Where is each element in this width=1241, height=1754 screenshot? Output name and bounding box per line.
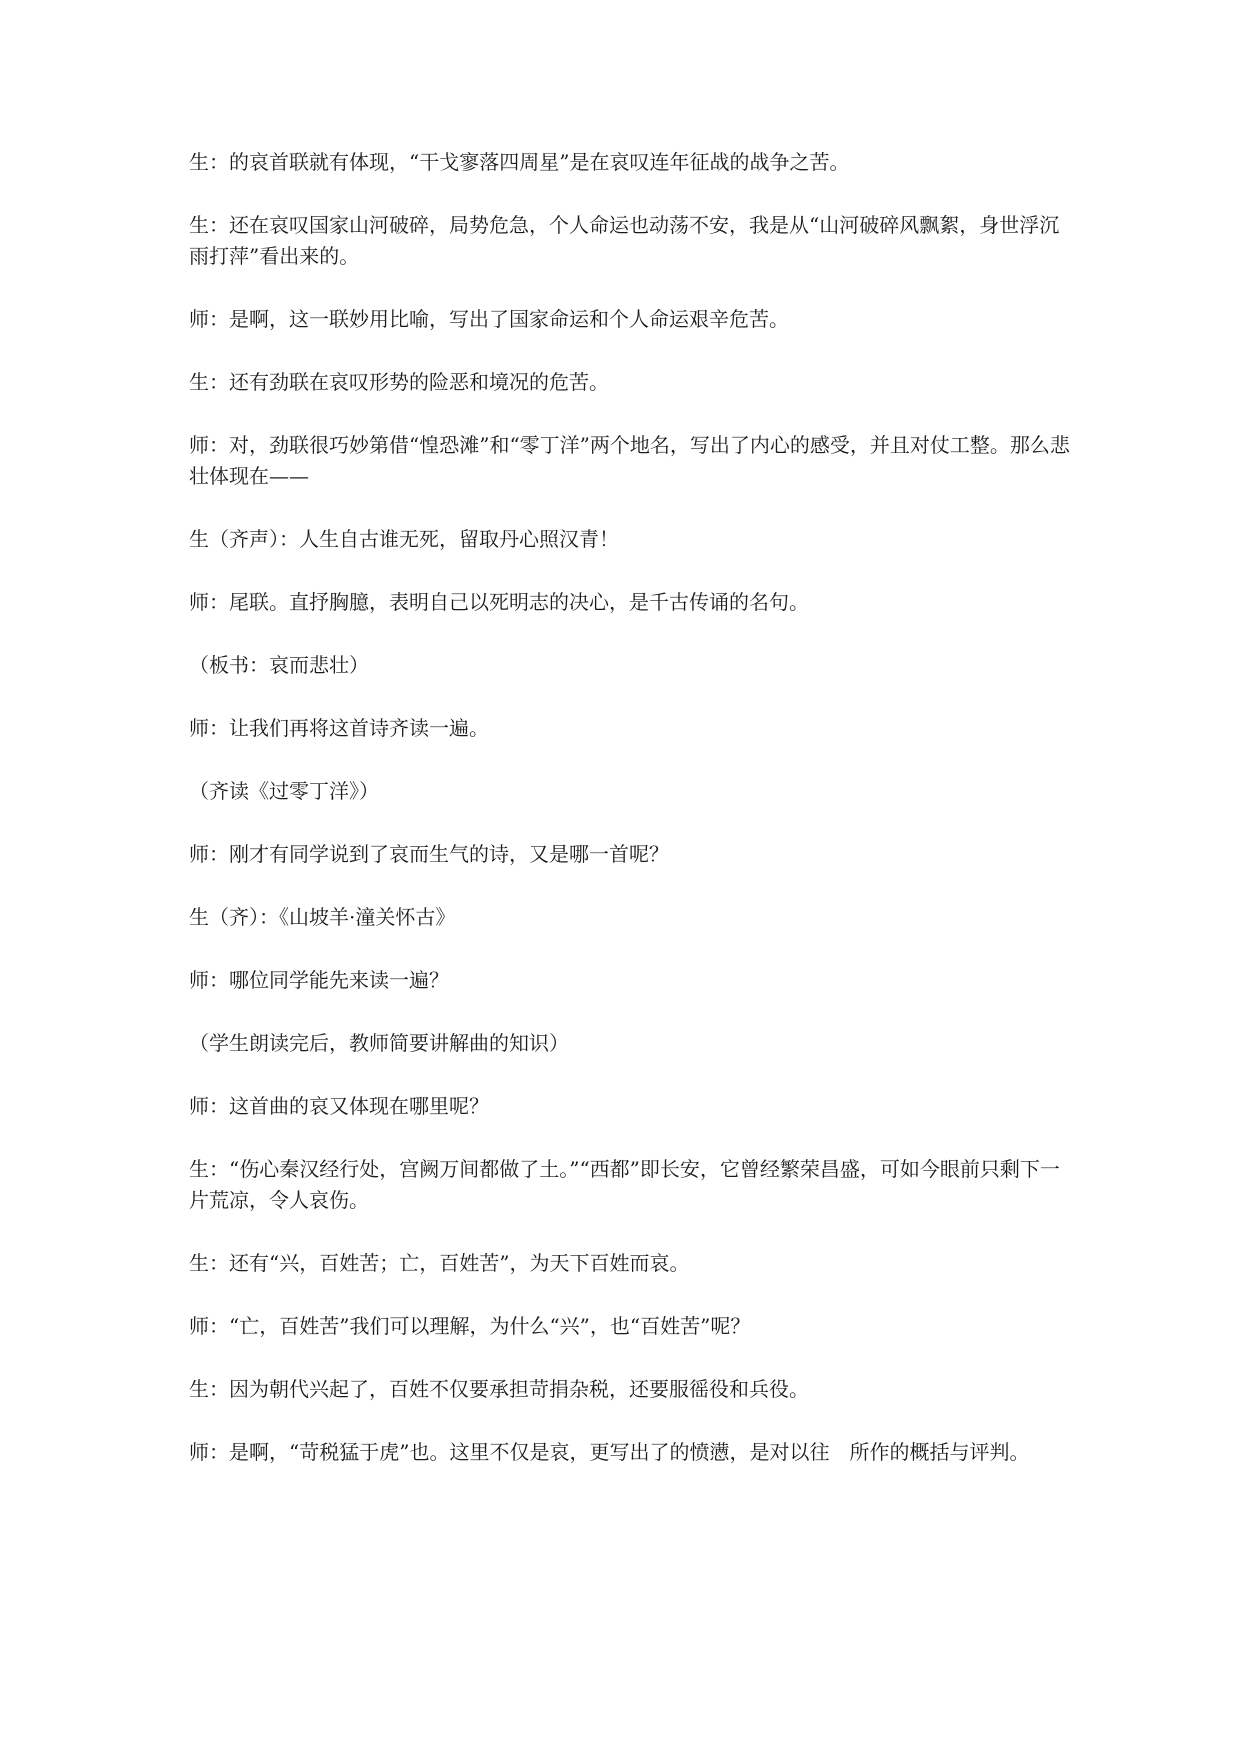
paragraph-5: 师：对，劲联很巧妙第借“惶恐滩”和“零丁洋”两个地名，写出了内心的感受，并且对仗工整。那么悲壮体现在——	[189, 433, 1070, 488]
paragraph-15: 师：这首曲的哀又体现在哪里呢？	[189, 1094, 489, 1118]
paragraph-19: 生：因为朝代兴起了，百姓不仅要承担苛捐杂税，还要服徭役和兵役。	[189, 1377, 809, 1401]
paragraph-12: 生（齐）：《山坡羊·潼关怀古》	[189, 905, 456, 929]
paragraph-1: 生：的哀首联就有体现，“干戈寥落四周星”是在哀叹连年征战的战争之苦。	[189, 150, 850, 174]
paragraph-18: 师：“亡，百姓苦”我们可以理解，为什么“兴”，也“百姓苦”呢？	[189, 1314, 751, 1338]
paragraph-2: 生：还在哀叹国家山河破碎，局势危急，个人命运也动荡不安，我是从“山河破碎风飘絮，身世浮沉雨打萍”看出来的。	[189, 213, 1060, 268]
paragraph-14: （学生朗读完后，教师简要讲解曲的知识）	[189, 1031, 569, 1055]
paragraph-4: 生：还有劲联在哀叹形势的险恶和境况的危苦。	[189, 370, 609, 394]
paragraph-11: 师：刚才有同学说到了哀而生气的诗，又是哪一首呢？	[189, 842, 669, 866]
paragraph-13: 师：哪位同学能先来读一遍？	[189, 968, 449, 992]
paragraph-7: 师：尾联。直抒胸臆，表明自己以死明志的决心，是千古传诵的名句。	[189, 590, 809, 614]
paragraph-10: （齐读《过零丁洋》）	[189, 779, 379, 803]
paragraph-17: 生：还有“兴，百姓苦；亡，百姓苦”，为天下百姓而哀。	[189, 1251, 690, 1275]
paragraph-20: 师：是啊，“苛税猛于虎”也。这里不仅是哀，更写出了的愤懑，是对以往 所作的概括与评判。	[189, 1440, 1030, 1464]
paragraph-8: （板书：哀而悲壮）	[189, 653, 369, 677]
paragraph-16: 生：“伤心秦汉经行处，宫阙万间都做了土。”“西都”即长安，它曾经繁荣昌盛，可如今眼前只剩下一片荒凉，令人哀伤。	[189, 1157, 1060, 1212]
paragraph-6: 生（齐声）：人生自古谁无死，留取丹心照汉青！	[189, 527, 619, 551]
paragraph-3: 师：是啊，这一联妙用比喻，写出了国家命运和个人命运艰辛危苦。	[189, 307, 789, 331]
document-body	[189, 147, 1071, 1500]
paragraph-9: 师：让我们再将这首诗齐读一遍。	[189, 716, 489, 740]
